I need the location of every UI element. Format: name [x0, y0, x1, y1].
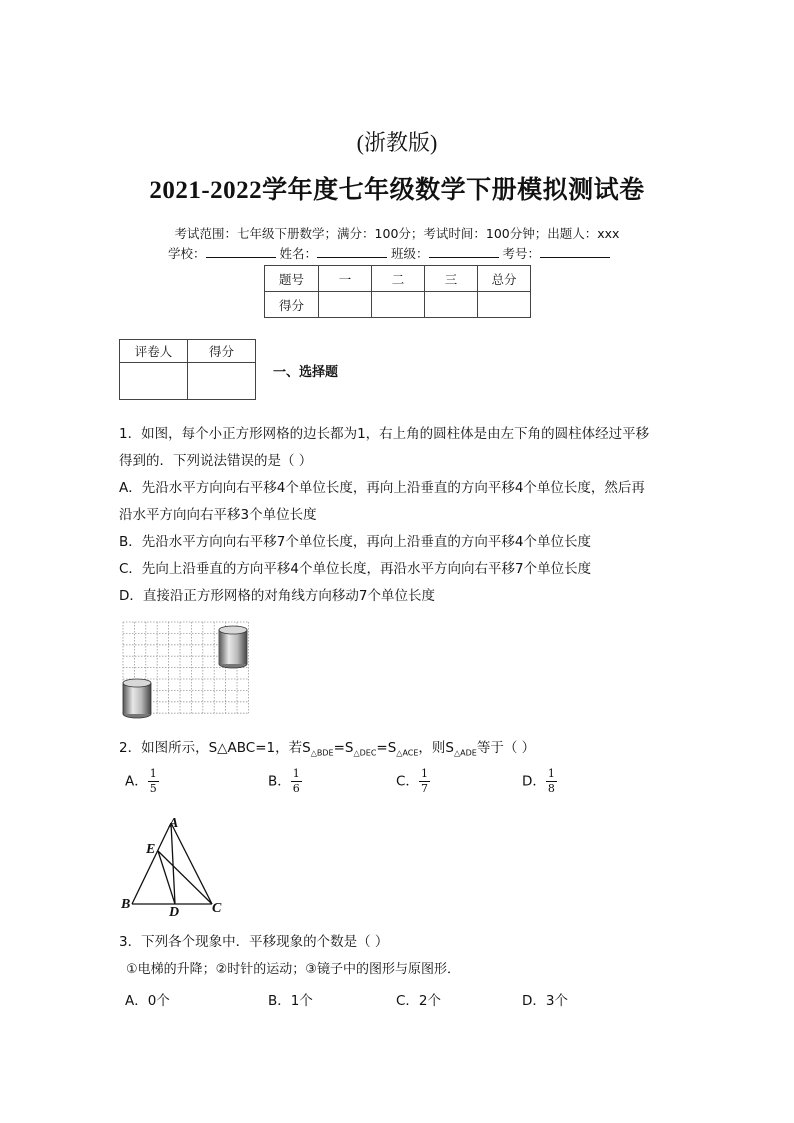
score-header-cell: 三	[425, 266, 478, 292]
score-row-label: 得分	[265, 292, 319, 318]
score-cell[interactable]	[425, 292, 478, 318]
exam-no-blank[interactable]	[540, 244, 610, 258]
vertex-label-a: A	[169, 816, 179, 831]
cylinder-top-right	[219, 626, 247, 668]
grader-cell[interactable]	[120, 363, 188, 400]
class-label: 班级：	[391, 246, 429, 261]
name-blank[interactable]	[317, 244, 387, 258]
question-3-option-c[interactable]: C．2个	[396, 993, 442, 1009]
exam-no-label: 考号：	[502, 246, 541, 261]
exam-meta: 考试范围：七年级下册数学；满分：100分；考试时间：100分钟；出题人：xxx	[174, 226, 620, 241]
option-label: D．	[522, 773, 546, 790]
grader-table	[119, 339, 256, 400]
question-1-option-c: C．先向上沿垂直的方向平移4个单位长度，再沿水平方向向右平移7个单位长度	[119, 561, 592, 577]
denominator: 6	[292, 782, 300, 795]
numerator: 1	[149, 767, 157, 780]
subtitle: (浙教版)	[356, 130, 438, 155]
denominator: 7	[420, 782, 428, 795]
question-2-option-c[interactable]	[396, 768, 430, 795]
school-blank[interactable]	[206, 244, 276, 258]
score-header-cell: 总分	[478, 266, 531, 292]
option-label: B．	[268, 773, 291, 790]
vertex-label-d: D	[169, 905, 180, 920]
subscript: △ACE	[396, 748, 419, 758]
question-3-option-a[interactable]: A．0个	[125, 993, 170, 1009]
vertex-label-e: E	[146, 842, 156, 857]
question-1-option-a-line-1: A．先沿水平方向向右平移4个单位长度，再向上沿垂直的方向平移4个单位长度，然后再	[119, 480, 645, 496]
question-2-option-a[interactable]	[125, 768, 159, 795]
question-2-text: 等于（ ）	[476, 740, 536, 756]
grid-cylinder-figure	[121, 620, 251, 721]
option-label: C．	[396, 773, 419, 790]
section-title: 一、选择题	[273, 365, 339, 380]
question-3-items: ①电梯的升降；②时针的运动；③镜子中的图形与原图形．	[126, 962, 460, 977]
score-table-score-row	[265, 292, 531, 318]
question-3-option-d[interactable]: D．3个	[522, 993, 568, 1009]
score-header-cell: 一	[319, 266, 372, 292]
denominator: 5	[149, 782, 157, 795]
fraction	[546, 768, 557, 795]
question-2-option-d[interactable]	[522, 768, 557, 795]
question-2-stem	[119, 735, 535, 767]
score-header-cell: 题号	[265, 266, 319, 292]
grader-table-header-row	[120, 340, 256, 363]
score-table-header-row	[265, 266, 531, 292]
score-cell[interactable]	[478, 292, 531, 318]
score-cell[interactable]	[319, 292, 372, 318]
grader-header-cell: 得分	[188, 340, 256, 363]
question-1-line-2: 得到的．下列说法错误的是（ ）	[119, 453, 313, 469]
numerator: 1	[292, 767, 300, 780]
fraction	[419, 768, 430, 795]
question-3-option-b[interactable]: B．1个	[268, 993, 313, 1009]
subscript: △DEC	[353, 748, 377, 758]
question-1-line-1: 1．如图，每个小正方形网格的边长都为1，右上角的圆柱体是由左下角的圆柱体经过平移	[119, 426, 650, 442]
subscript: △BDE	[310, 748, 334, 758]
page-title: 2021-2022学年度七年级数学下册模拟测试卷	[149, 177, 645, 204]
question-1-option-a-line-2: 沿水平方向向右平移3个单位长度	[119, 507, 317, 523]
question-2-text: 2．如图所示，S△ABC=1，若S	[119, 740, 311, 756]
vertex-label-c: C	[212, 901, 222, 916]
grader-header-cell: 评卷人	[120, 340, 188, 363]
grader-cell[interactable]	[188, 363, 256, 400]
denominator: 8	[547, 782, 555, 795]
question-1-option-b: B．先沿水平方向向右平移7个单位长度，再向上沿垂直的方向平移4个单位长度	[119, 534, 591, 550]
cylinder-bottom-left	[123, 679, 151, 718]
side-ac	[171, 823, 212, 904]
question-1-option-d: D．直接沿正方形网格的对角线方向移动7个单位长度	[119, 588, 435, 604]
grader-table-value-row	[120, 363, 256, 400]
subscript: △ADE	[454, 748, 477, 758]
school-label: 学校：	[168, 246, 206, 261]
question-2-text: ，则S	[418, 740, 454, 756]
numerator: 1	[547, 767, 555, 780]
triangle-figure	[118, 815, 228, 920]
numerator: 1	[420, 767, 428, 780]
option-label: A．	[125, 773, 148, 790]
side-ab	[132, 823, 171, 904]
score-table	[264, 265, 531, 318]
question-2-option-b[interactable]	[268, 768, 302, 795]
fraction	[148, 768, 159, 795]
vertex-label-b: B	[121, 897, 131, 912]
question-2-text: =S	[376, 740, 397, 756]
score-cell[interactable]	[372, 292, 425, 318]
question-3-stem: 3．下列各个现象中．平移现象的个数是（ ）	[119, 934, 389, 950]
fraction	[291, 768, 302, 795]
question-1	[119, 421, 649, 610]
score-header-cell: 二	[372, 266, 425, 292]
name-label: 姓名：	[279, 246, 318, 261]
class-blank[interactable]	[429, 244, 499, 258]
student-info-line	[168, 244, 610, 262]
question-2-text: =S	[333, 740, 354, 756]
